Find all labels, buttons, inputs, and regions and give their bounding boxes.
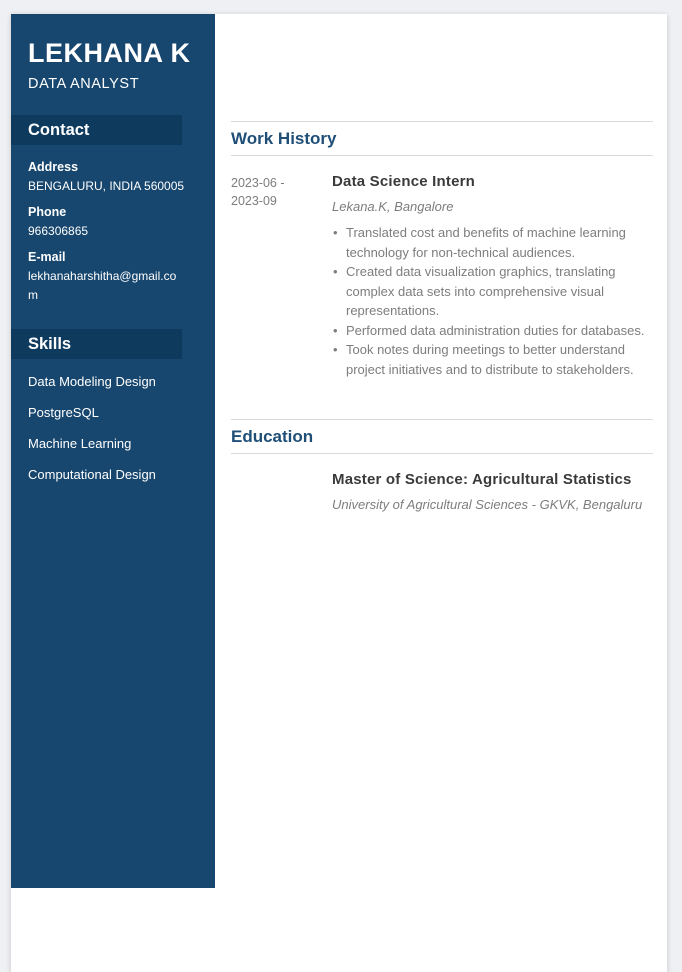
entry-bullet-list (332, 223, 653, 379)
skill-item: Data Modeling Design (28, 374, 156, 389)
education-entry (231, 470, 653, 513)
entry-school: University of Agricultural Sciences - GKVK, Bengaluru (332, 497, 643, 512)
skill-item: Machine Learning (28, 436, 132, 451)
contact-item-phone (28, 203, 198, 241)
skill-item: PostgreSQL (28, 405, 99, 420)
resume-page (11, 14, 667, 972)
skills-list (28, 373, 198, 483)
contact-label: E-mail (28, 250, 66, 264)
education-heading-bar (231, 419, 653, 454)
skill-item: Computational Design (28, 467, 156, 482)
contact-value: BENGALURU, INDIA 560005 (28, 179, 185, 193)
entry-company: Lekana.K, Bangalore (332, 199, 454, 214)
entry-degree-title: Master of Science: Agricultural Statistics (332, 471, 632, 488)
contact-label: Phone (28, 205, 67, 219)
work-history-heading-bar (231, 121, 653, 156)
entry-body (332, 172, 653, 379)
work-history-entry (231, 172, 653, 379)
contact-item-address (28, 158, 198, 196)
resume-main-content (215, 14, 667, 513)
contact-item-email (28, 248, 198, 305)
entry-date-end: 2023-09 (231, 194, 277, 208)
entry-bullet: • Created data visualization graphics, translating complex data sets into comprehensive visual representations. (332, 262, 653, 321)
contact-value: 966306865 (28, 224, 89, 238)
person-job-title: DATA ANALYST (28, 76, 140, 92)
entry-bullet: • Performed data administration duties for databases. (332, 321, 653, 341)
skills-section-heading: Skills (11, 329, 182, 359)
work-history-heading: Work History (231, 129, 337, 148)
education-heading: Education (231, 427, 314, 446)
contact-list (28, 158, 198, 305)
contact-section-heading: Contact (11, 115, 182, 145)
entry-bullet: • Translated cost and benefits of machine learning technology for non-technical audiences. (332, 223, 653, 262)
education-section (231, 419, 653, 513)
entry-dates (231, 172, 332, 379)
sidebar (11, 14, 215, 888)
work-history-section (231, 121, 653, 379)
entry-job-title: Data Science Intern (332, 173, 476, 190)
entry-dates-empty (231, 470, 332, 513)
person-name: LEKHANA K (28, 38, 191, 68)
contact-label: Address (28, 160, 79, 174)
entry-body (332, 470, 653, 513)
entry-date-start: 2023-06 - (231, 176, 285, 190)
contact-value: lekhanaharshitha@gmail.com (28, 269, 177, 302)
entry-bullet: • Took notes during meetings to better understand project initiatives and to distribute to stakeholders. (332, 340, 653, 379)
